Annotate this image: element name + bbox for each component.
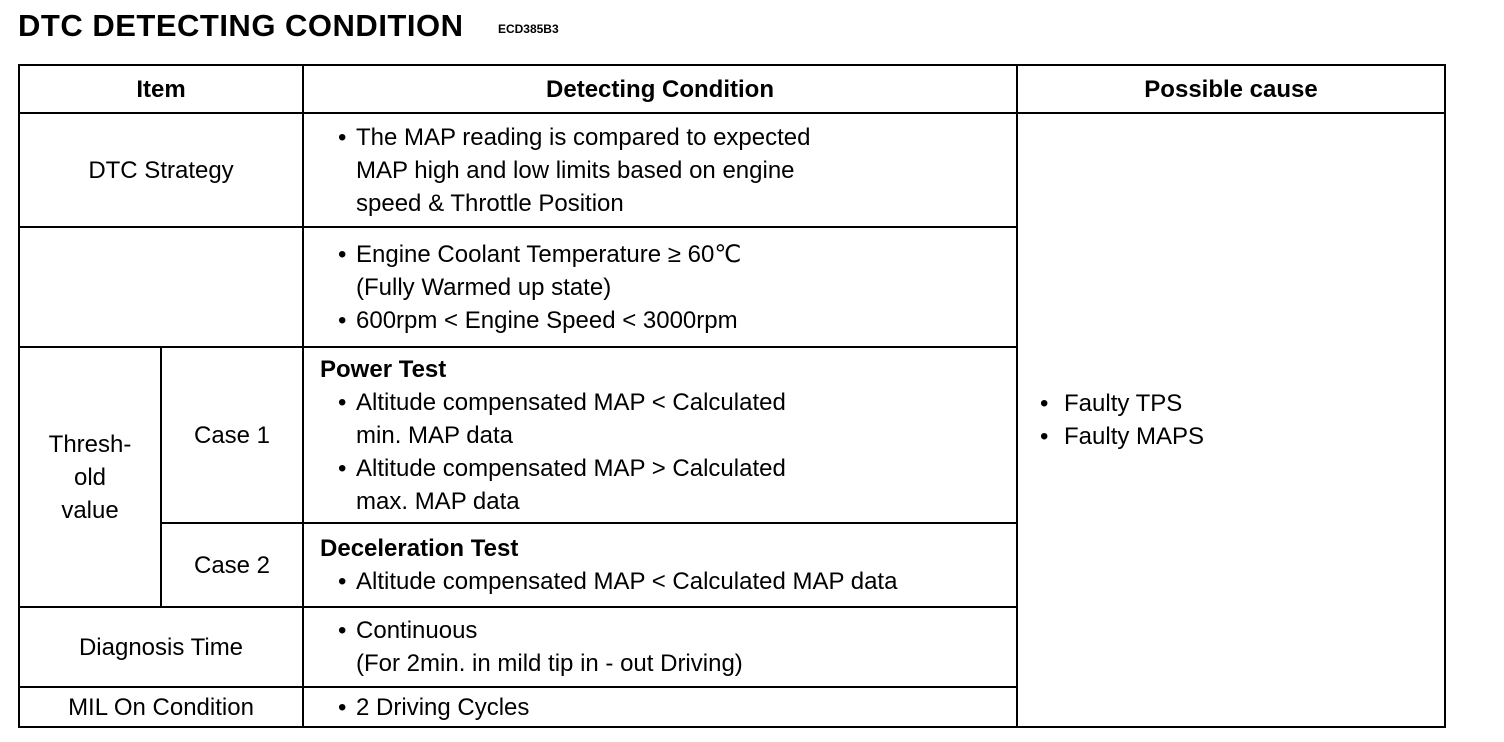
test-title: Power Test bbox=[320, 355, 447, 383]
cause-list bbox=[1040, 387, 1444, 453]
bullet-list bbox=[320, 565, 1016, 598]
condition-line: • Altitude compensated MAP < Calculated bbox=[356, 388, 786, 416]
list-item bbox=[320, 452, 1016, 518]
test-title: Deceleration Test bbox=[320, 535, 519, 562]
bullet-list bbox=[320, 386, 1016, 518]
table-header-row bbox=[19, 65, 1445, 113]
list-item: • 2 Driving Cycles bbox=[320, 691, 1016, 724]
item-enable-conditions bbox=[19, 227, 303, 347]
item-threshold-value bbox=[19, 347, 161, 607]
condition-case-2 bbox=[303, 523, 1017, 607]
condition-line: (For 2min. in mild tip in - out Driving) bbox=[356, 650, 743, 677]
condition-enable bbox=[303, 227, 1017, 347]
list-item: • Faulty MAPS bbox=[1040, 420, 1444, 453]
condition-line: MAP high and low limits based on engine bbox=[356, 156, 795, 184]
list-item: • 600rpm < Engine Speed < 3000rpm bbox=[320, 304, 1016, 337]
item-mil-on-condition: MIL On Condition bbox=[19, 687, 303, 727]
condition-line: • Continuous bbox=[356, 617, 478, 644]
item-diagnosis-time: Diagnosis Time bbox=[19, 607, 303, 687]
page-title: DTC DETECTING CONDITION bbox=[18, 8, 464, 43]
list-item bbox=[320, 121, 1016, 220]
bullet-list bbox=[320, 238, 1016, 337]
condition-line: • The MAP reading is compared to expected bbox=[356, 123, 811, 151]
header-possible-cause: Possible cause bbox=[1017, 65, 1445, 113]
item-dtc-strategy: DTC Strategy bbox=[19, 113, 303, 227]
header-item: Item bbox=[19, 65, 303, 113]
dtc-condition-table bbox=[18, 64, 1446, 728]
bullet-list bbox=[320, 691, 1016, 724]
list-item bbox=[320, 614, 1016, 680]
condition-line: • Altitude compensated MAP > Calculated bbox=[356, 454, 786, 482]
condition-diagnosis-time bbox=[303, 607, 1017, 687]
list-item: • Faulty TPS bbox=[1040, 387, 1444, 420]
condition-line: max. MAP data bbox=[356, 487, 520, 515]
threshold-line: old bbox=[73, 463, 107, 491]
condition-line: speed & Throttle Position bbox=[356, 189, 624, 217]
list-item bbox=[320, 238, 1016, 304]
item-case-1: Case 1 bbox=[161, 347, 303, 523]
list-item: • Altitude compensated MAP < Calculated MAP data bbox=[320, 565, 1016, 598]
condition-line: • Engine Coolant Temperature ≥ 60℃ bbox=[356, 240, 742, 268]
table-row-dtc-strategy bbox=[19, 113, 1445, 227]
possible-cause-cell bbox=[1017, 113, 1445, 727]
condition-line: (Fully Warmed up state) bbox=[356, 273, 612, 301]
condition-case-1 bbox=[303, 347, 1017, 523]
condition-dtc-strategy bbox=[303, 113, 1017, 227]
list-item bbox=[320, 386, 1016, 452]
bullet-list bbox=[320, 121, 1016, 220]
condition-mil-on bbox=[303, 687, 1017, 727]
page-heading bbox=[18, 8, 559, 44]
threshold-line: value bbox=[61, 496, 119, 524]
bullet-list bbox=[320, 614, 1016, 680]
document-code: ECD385B3 bbox=[497, 22, 559, 36]
threshold-line: Thresh- bbox=[48, 430, 132, 458]
item-case-2: Case 2 bbox=[161, 523, 303, 607]
header-detecting-condition: Detecting Condition bbox=[303, 65, 1017, 113]
condition-line: min. MAP data bbox=[356, 421, 513, 449]
